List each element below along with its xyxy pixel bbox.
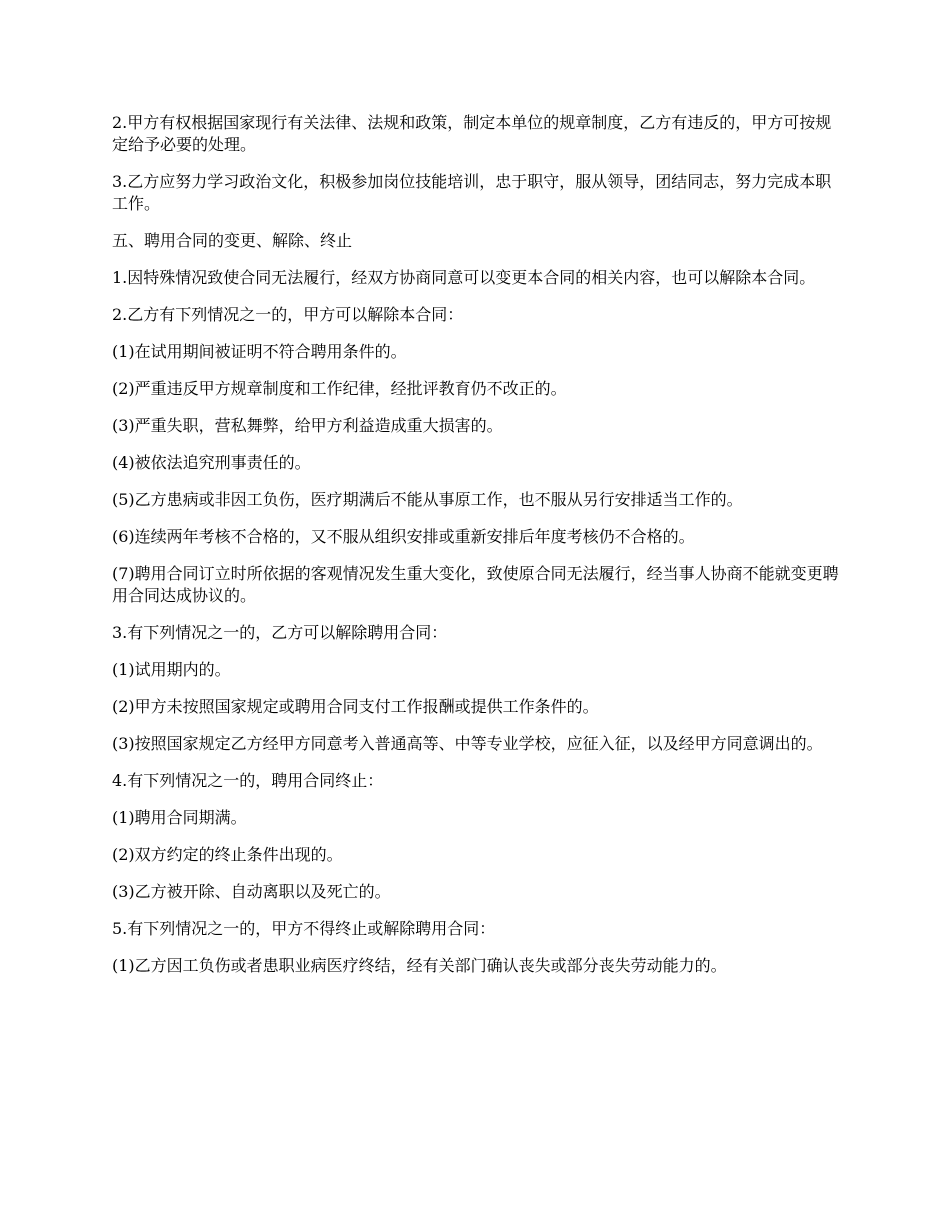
list-item: (2)甲方未按照国家规定或聘用合同支付工作报酬或提供工作条件的。	[112, 697, 599, 716]
list-item: (6)连续两年考核不合格的，又不服从组织安排或重新安排后年度考核仍不合格的。	[112, 527, 695, 546]
document-body	[112, 112, 842, 992]
list-item: (3)按照国家规定乙方经甲方同意考入普通高等、中等专业学校，应征入征，以及经甲方同意调出的。	[112, 734, 823, 753]
paragraph-clause-2-rules: 2.甲方有权根据国家现行有关法律、法规和政策，制定本单位的规章制度，乙方有违反的，甲方可按规定给予必要的处理。	[112, 113, 832, 154]
list-item: (1)乙方因工负伤或者患职业病医疗终结，经有关部门确认丧失或部分丧失劳动能力的。	[112, 956, 727, 975]
list-item: (7)聘用合同订立时所依据的客观情况发生重大变化，致使原合同无法履行，经当事人协商不能就变更聘用合同达成协议的。	[112, 564, 839, 605]
list-item: (1)聘用合同期满。	[112, 808, 247, 827]
list-item: (2)双方约定的终止条件出现的。	[112, 845, 343, 864]
list-item: (3)严重失职，营私舞弊，给甲方利益造成重大损害的。	[112, 416, 503, 435]
paragraph-clause-3-duties: 3.乙方应努力学习政治文化，积极参加岗位技能培训，忠于职守，服从领导，团结同志，努力完成本职工作。	[112, 172, 832, 213]
paragraph-change-2: 2.乙方有下列情况之一的，甲方可以解除本合同：	[112, 305, 464, 324]
list-item: (2)严重违反甲方规章制度和工作纪律，经批评教育仍不改正的。	[112, 379, 567, 398]
list-item: (4)被依法追究刑事责任的。	[112, 453, 311, 472]
list-item: (5)乙方患病或非因工负伤，医疗期满后不能从事原工作，也不服从另行安排适当工作的。	[112, 490, 743, 509]
list-item: (1)在试用期间被证明不符合聘用条件的。	[112, 342, 407, 361]
paragraph-change-4: 4.有下列情况之一的，聘用合同终止：	[112, 771, 384, 790]
section-heading-contract-change: 五、聘用合同的变更、解除、终止	[112, 231, 353, 250]
paragraph-change-3: 3.有下列情况之一的，乙方可以解除聘用合同：	[112, 623, 448, 642]
paragraph-change-1: 1.因特殊情况致使合同无法履行，经双方协商同意可以变更本合同的相关内容，也可以解除本合同。	[112, 268, 816, 287]
paragraph-change-5: 5.有下列情况之一的，甲方不得终止或解除聘用合同：	[112, 919, 496, 938]
list-item: (1)试用期内的。	[112, 660, 231, 679]
list-item: (3)乙方被开除、自动离职以及死亡的。	[112, 882, 391, 901]
